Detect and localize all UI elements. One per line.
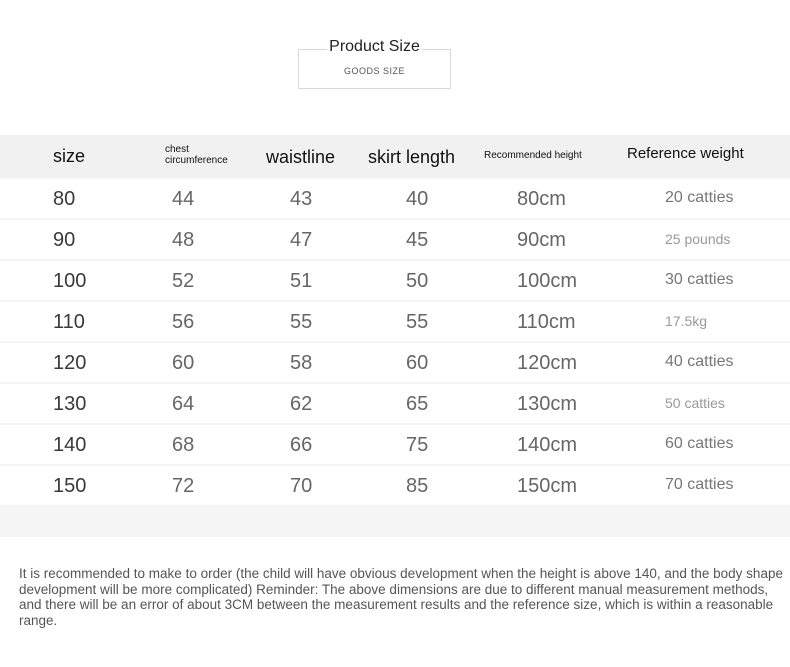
cell-size: 130 [53, 393, 87, 415]
col-header-chest: chest circumference [165, 144, 228, 166]
table-row [0, 425, 790, 464]
table-header [0, 135, 790, 177]
cell-height: 120cm [517, 352, 578, 374]
page-title [298, 38, 451, 56]
cell-chest: 52 [172, 270, 195, 292]
cell-chest: 60 [172, 352, 195, 374]
cell-waistline: 55 [290, 311, 313, 333]
cell-weight: 25 pounds [665, 231, 731, 247]
cell-waistline: 62 [290, 393, 313, 415]
cell-weight: 40 catties [665, 353, 734, 370]
cell-height: 150cm [517, 475, 578, 497]
cell-weight: 70 catties [665, 476, 734, 493]
cell-size: 80 [53, 188, 76, 210]
page-title-text: Product Size [329, 38, 420, 55]
table-row [0, 466, 790, 505]
cell-weight: 17.5kg [665, 313, 708, 329]
col-header-waistline: waistline [266, 147, 336, 167]
cell-skirt-length: 40 [406, 188, 429, 210]
cell-waistline: 51 [290, 270, 313, 292]
table-row [0, 343, 790, 382]
cell-chest: 64 [172, 393, 195, 415]
cell-waistline: 47 [290, 229, 313, 251]
cell-skirt-length: 75 [406, 434, 429, 456]
cell-size: 100 [53, 270, 87, 292]
cell-waistline: 43 [290, 188, 313, 210]
table-row [0, 179, 790, 218]
cell-height: 140cm [517, 434, 578, 456]
cell-skirt-length: 55 [406, 311, 429, 333]
cell-height: 130cm [517, 393, 578, 415]
cell-chest: 72 [172, 475, 195, 497]
cell-chest: 56 [172, 311, 195, 333]
cell-waistline: 70 [290, 475, 313, 497]
cell-chest: 44 [172, 188, 195, 210]
col-header-recommended-height: Recommended height [484, 150, 582, 161]
cell-weight: 50 catties [665, 395, 725, 411]
cell-skirt-length: 45 [406, 229, 429, 251]
col-header-reference-weight: Reference weight [627, 145, 744, 162]
cell-height: 110cm [517, 311, 576, 333]
cell-height: 80cm [517, 188, 566, 210]
size-table [0, 135, 790, 537]
table-row [0, 302, 790, 341]
measurement-note: It is recommended to make to order (the child will have obvious development when the height is above 140, and the body shape development will be more complicated) Reminder: The above dimensions are due to different manual measurement methods, and there will be an error of about 3CM between the measurement results and the reference size, which is within a reasonable range. [19, 566, 783, 628]
cell-height: 100cm [517, 270, 578, 292]
cell-size: 90 [53, 229, 76, 251]
col-header-size: size [53, 146, 86, 166]
cell-size: 140 [53, 434, 87, 456]
cell-height: 90cm [517, 229, 566, 251]
cell-size: 150 [53, 475, 87, 497]
cell-size: 120 [53, 352, 87, 374]
cell-weight: 60 catties [665, 435, 734, 452]
table-body [0, 179, 790, 507]
cell-skirt-length: 60 [406, 352, 429, 374]
table-row [0, 220, 790, 259]
cell-skirt-length: 65 [406, 393, 429, 415]
cell-weight: 30 catties [665, 271, 734, 288]
cell-weight: 20 catties [665, 189, 734, 206]
table-row [0, 384, 790, 423]
cell-chest: 48 [172, 229, 195, 251]
table-row [0, 261, 790, 300]
cell-chest: 68 [172, 434, 195, 456]
col-header-skirt-length: skirt length [368, 147, 456, 167]
cell-size: 110 [53, 311, 85, 333]
cell-skirt-length: 50 [406, 270, 429, 292]
page-subtitle: GOODS SIZE [343, 66, 405, 76]
cell-waistline: 58 [290, 352, 313, 374]
cell-skirt-length: 85 [406, 475, 429, 497]
cell-waistline: 66 [290, 434, 313, 456]
